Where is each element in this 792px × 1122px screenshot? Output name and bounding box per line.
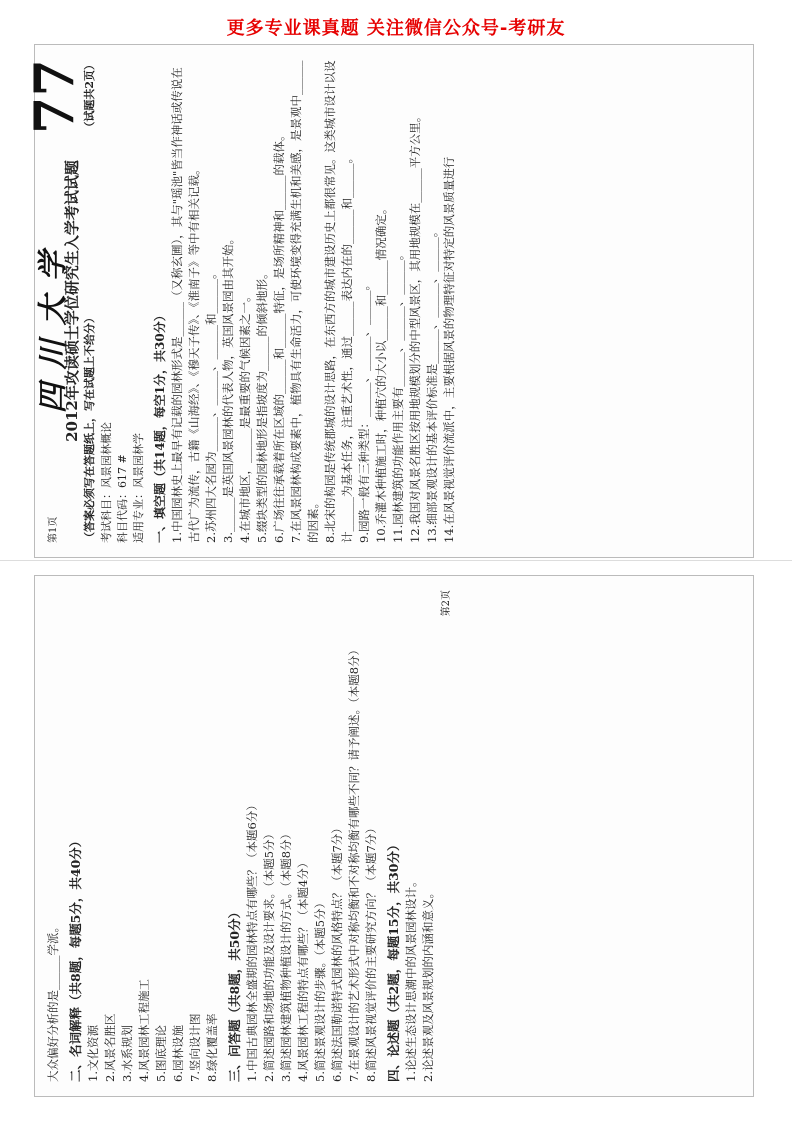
- promo-banner: 更多专业课真题 关注微信公众号-考研友: [226, 18, 566, 39]
- answer-list: [244, 590, 380, 1082]
- exam-page-2: [34, 575, 754, 1097]
- exam-page-1: [22, 44, 754, 558]
- question: 6.广场往往承载着所在区域的______和______特征，是场所精神和______的载体。: [272, 129, 286, 543]
- section-fill-in: 一、填空题（共14题，每空1分，共30分）: [153, 309, 167, 543]
- question: 4.在城市地区，______是最重要的气候因素之一。: [238, 290, 252, 543]
- exam-subject-code: 科目代码：617 #: [116, 454, 129, 543]
- page-divider: [0, 560, 792, 561]
- university-logo: 四川大学: [36, 237, 71, 414]
- short-answer-question: 1.中国古典园林全盛期的园林特点有哪些？（本题6分）: [245, 799, 259, 1082]
- question: 7.在风景园林构成要素中，植物具有生命活力，可使环境变得充满生机和美感，是景观中______的因素。: [289, 60, 320, 543]
- term: 2.风景名胜区: [103, 1013, 117, 1082]
- question: 11.园林建筑的功能作用主要有______、______、______。: [391, 248, 405, 543]
- question: 12.我国对风景名胜区按用地规模划分的中型风景区，其用地规模在______平方公里。: [408, 110, 422, 543]
- term: 1.文化资源: [86, 1025, 100, 1082]
- question: 1.中国园林史上最早有记载的园林形式是______（又称玄圃），其与"瑶池"皆当作神话或传说在古代广为流传，古籍《山海经》、《穆天子传》、《淮南子》等中有相关记载。: [170, 67, 201, 543]
- short-answer-question: 4.风景园林工程的特点有哪些？（本题4分）: [296, 856, 310, 1082]
- question: 5.缀块类型的园林地形是指坡度为______的倾斜地形。: [255, 267, 269, 543]
- term: 4.风景园林工程施工: [137, 979, 151, 1082]
- exam-subject: 考试科目：风景园林概论: [100, 422, 113, 543]
- question: 2.苏州四大名园为______、______、______和______。: [204, 267, 218, 543]
- term: 8.绿化覆盖率: [205, 1013, 219, 1082]
- exam-meta: [99, 59, 147, 543]
- section-definitions: 二、名词解释（共8题，每题5分，共40分）: [68, 834, 83, 1082]
- term: 7.竖向设计图: [188, 1013, 202, 1082]
- short-answer-question: 3.简述园林建筑植物种植设计的方式。（本题8分）: [279, 827, 293, 1082]
- answer-note: （答案必须写在答题纸上，写在试题上不给分）: [83, 312, 96, 543]
- term-list: [85, 590, 221, 1082]
- term: 3.水系规划: [120, 1025, 134, 1082]
- section-short-answer: 三、问答题（共8题，共50分）: [227, 905, 242, 1082]
- question: 8.北宋的构园是传统郡城的设计思路，在东西方的城市建设历史上都很常见。这类城市设计以设计______为基本任务，注重艺术性，通过______表达内在的______和______。: [323, 60, 354, 543]
- question: 3.______是英国风景园林的代表人物，英国风景园由其开始。: [221, 233, 235, 543]
- short-answer-question: 6.简述法国勒诺特式园林的风格特点？（本题7分）: [330, 822, 344, 1082]
- section-essay: 四、论述题（共2题，每题15分，共30分）: [386, 838, 401, 1082]
- continued-question: 大众偏好分析的是______学派。: [46, 921, 60, 1082]
- question: 13.细部景观设计的基本评价标准是______、______、______。: [425, 225, 439, 543]
- page-2-rotated-content: [35, 576, 753, 1096]
- short-answer-question: 2.简述园路和场地的功能及设计要求。（本题5分）: [262, 827, 276, 1082]
- term: 6.园林设施: [171, 1025, 185, 1082]
- exam-title: 2012年攻读硕士学位研究生入学考试试题: [63, 160, 81, 442]
- essay-list: [403, 590, 437, 1082]
- exam-major: 适用专业：风景园林学: [132, 433, 145, 543]
- term: 5.图底理论: [154, 1025, 168, 1082]
- question: 9.园路一般有三种类型：______、______、______。: [357, 279, 371, 543]
- page-1-rotated-content: [22, 45, 753, 557]
- page-2-label: 第2页: [441, 590, 452, 617]
- pages-note: （试题共2页）: [83, 59, 96, 133]
- essay-question: 1.论述生态设计思潮中的风景园林设计。: [404, 875, 418, 1082]
- short-answer-question: 8.简述风景视觉评价的主要研究方向？（本题7分）: [364, 822, 378, 1082]
- exam-code: 77: [22, 59, 86, 135]
- essay-question: 2.论述景观及风景规划的内涵和意义。: [421, 887, 435, 1082]
- question-list: [169, 59, 458, 543]
- page-1-label: 第1页: [48, 516, 59, 543]
- question: 14.在风景视觉评价流派中，主要根据风景的物理特征对特定的风景质量进行: [442, 156, 456, 543]
- short-answer-question: 5.简述景观设计的步骤。（本题5分）: [313, 896, 327, 1082]
- question: 10.乔灌木种植施工时，种植穴的大小以______和______情况确定。: [374, 202, 388, 543]
- short-answer-question: 7.在景观设计的艺术形式中对称均衡和不对称均衡有哪些不同？请予阐述。（本题8分）: [347, 643, 361, 1082]
